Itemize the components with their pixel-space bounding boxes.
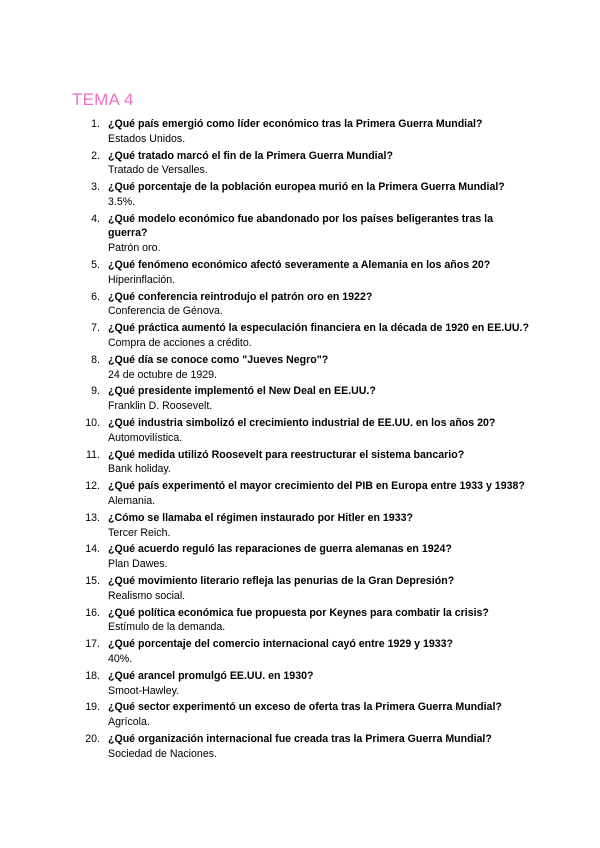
answer-text: Compra de acciones a crédito. (108, 336, 252, 349)
item-number: 3. (91, 181, 100, 194)
answer-text: Estados Unidos. (108, 132, 186, 145)
answer-text: Smoot-Hawley. (108, 684, 180, 697)
list-item (0, 637, 600, 666)
list-item (0, 700, 600, 729)
question-text: ¿Qué organización internacional fue creada tras la Primera Guerra Mundial? (108, 732, 492, 745)
question-text: ¿Qué porcentaje de la población europea murió en la Primera Guerra Mundial? (108, 181, 505, 194)
list-item (0, 212, 600, 256)
question-text: ¿Qué día se conoce como "Jueves Negro"? (108, 353, 329, 366)
item-number: 2. (91, 149, 100, 162)
answer-text: Realismo social. (108, 589, 186, 602)
question-list (0, 117, 600, 764)
answer-text: Franklin D. Roosevelt. (108, 400, 213, 413)
item-number: 18. (85, 669, 100, 682)
question-text: ¿Qué sector experimentó un exceso de oferta tras la Primera Guerra Mundial? (108, 701, 502, 714)
answer-text: Sociedad de Naciones. (108, 747, 217, 760)
list-item (0, 290, 600, 319)
answer-text: Tercer Reich. (108, 526, 171, 539)
item-number: 12. (85, 480, 100, 493)
list-item (0, 606, 600, 635)
answer-text: Tratado de Versalles. (108, 164, 208, 177)
item-number: 14. (85, 543, 100, 556)
item-number: 6. (91, 290, 100, 303)
list-item (0, 117, 600, 146)
question-text: ¿Qué país experimentó el mayor crecimiento del PIB en Europa entre 1933 y 1938? (108, 480, 525, 493)
list-item (0, 669, 600, 698)
answer-text: Conferencia de Génova. (108, 305, 223, 318)
question-text: ¿Qué política económica fue propuesta por Keynes para combatir la crisis? (108, 606, 489, 619)
answer-text: Patrón oro. (108, 242, 161, 255)
item-number: 5. (91, 259, 100, 272)
question-text: ¿Qué movimiento literario refleja las penurias de la Gran Depresión? (108, 575, 455, 588)
question-text: ¿Qué medida utilizó Roosevelt para reestructurar el sistema bancario? (108, 448, 465, 461)
question-text: ¿Qué fenómeno económico afectó severamente a Alemania en los años 20? (108, 259, 491, 272)
question-text: ¿Qué práctica aumentó la especulación financiera en la década de 1920 en EE.UU.? (108, 322, 529, 335)
answer-text: Bank holiday. (108, 463, 171, 476)
question-text: ¿Qué país emergió como líder económico tras la Primera Guerra Mundial? (108, 118, 483, 130)
list-item (0, 149, 600, 178)
item-number: 20. (85, 732, 100, 745)
list-item (0, 321, 600, 350)
list-item (0, 732, 600, 761)
item-number: 11. (86, 448, 100, 461)
question-text: ¿Qué conferencia reintrodujo el patrón oro en 1922? (108, 290, 373, 303)
question-text: ¿Qué acuerdo reguló las reparaciones de guerra alemanas en 1924? (108, 543, 452, 556)
list-item (0, 511, 600, 540)
answer-text: 40%. (108, 652, 133, 665)
question-text: ¿Qué presidente implementó el New Deal en EE.UU.? (108, 385, 376, 398)
list-item (0, 574, 600, 603)
list-item (0, 258, 600, 287)
list-item (0, 479, 600, 508)
list-item (0, 416, 600, 445)
question-text: ¿Qué tratado marcó el fin de la Primera Guerra Mundial? (108, 149, 393, 162)
answer-text: Plan Dawes. (108, 558, 168, 571)
answer-text: 24 de octubre de 1929. (108, 368, 217, 381)
item-number: 4. (91, 212, 100, 225)
item-number: 8. (91, 353, 100, 366)
list-item (0, 180, 600, 209)
item-number: 9. (91, 385, 100, 398)
item-number: 16. (85, 606, 100, 619)
answer-text: Estímulo de la demanda. (108, 621, 226, 634)
question-text: ¿Qué arancel promulgó EE.UU. en 1930? (108, 669, 314, 682)
list-item (0, 353, 600, 382)
answer-text: Automovilística. (108, 431, 183, 444)
item-number: 19. (85, 701, 100, 714)
answer-text: Hiperinflación. (108, 273, 176, 286)
answer-text: Alemania. (108, 494, 156, 507)
item-number: 15. (85, 575, 100, 588)
page-title: TEMA 4 (72, 90, 134, 109)
list-item (0, 448, 600, 477)
answer-text: 3.5%. (108, 195, 136, 208)
answer-text: Agrícola. (108, 716, 150, 729)
item-number: 10. (85, 417, 100, 430)
list-item (0, 384, 600, 413)
item-number: 17. (85, 638, 100, 651)
list-item (0, 542, 600, 571)
item-number: 7. (91, 322, 100, 335)
question-text: ¿Qué porcentaje del comercio internacional cayó entre 1929 y 1933? (108, 638, 454, 651)
question-text: ¿Cómo se llamaba el régimen instaurado por Hitler en 1933? (108, 511, 413, 524)
question-text: ¿Qué modelo económico fue abandonado por los países beligerantes tras la guerra? (108, 212, 493, 240)
item-number: 13. (85, 511, 100, 524)
item-number: 1. (91, 118, 100, 130)
question-text: ¿Qué industria simbolizó el crecimiento industrial de EE.UU. en los años 20? (108, 417, 496, 430)
